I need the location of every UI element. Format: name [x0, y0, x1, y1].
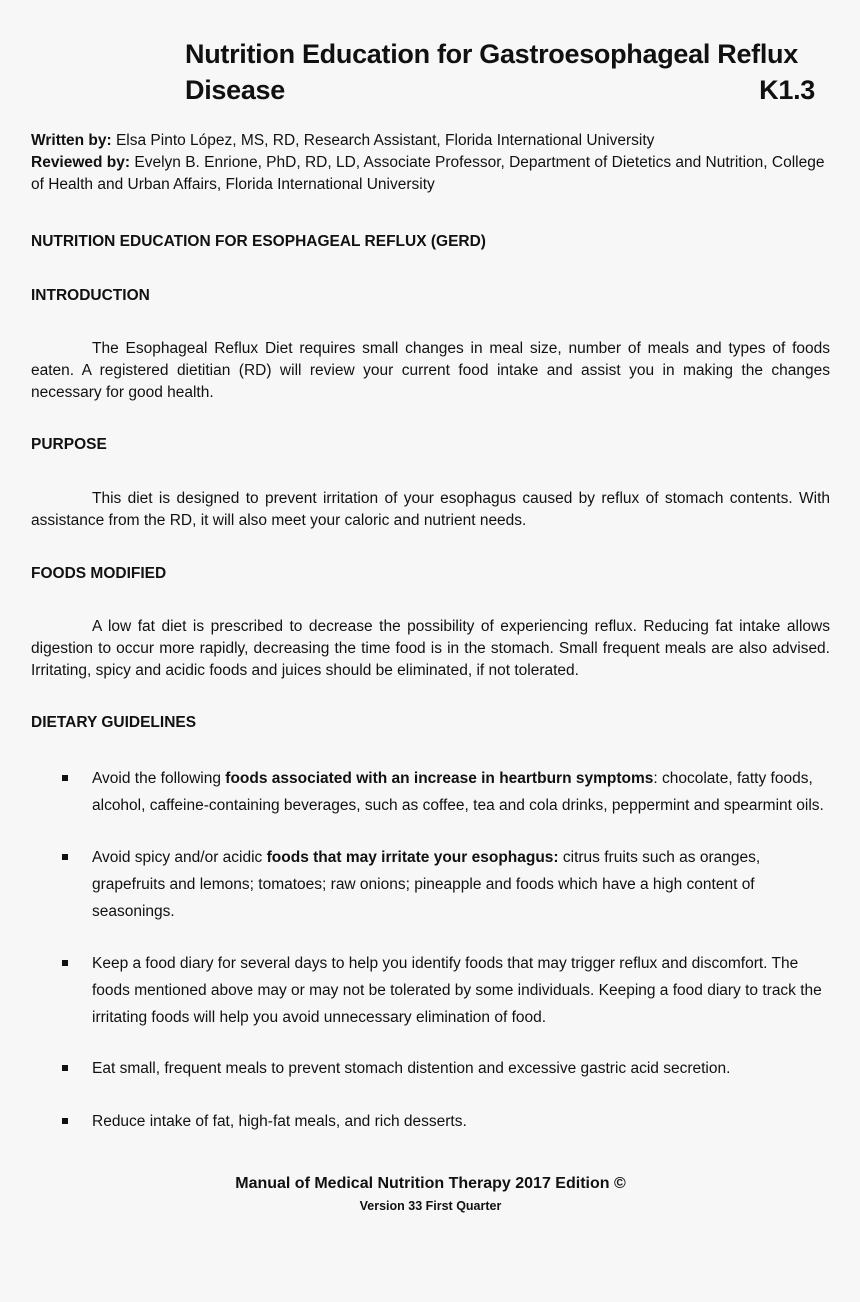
reviewed-by-text: Evelyn B. Enrione, PhD, RD, LD, Associate Professor, Department of Dietetics and Nutrition, College of Health and Urban Affairs, Florida International University	[31, 154, 825, 193]
introduction-heading: INTRODUCTION	[31, 287, 150, 304]
bullet-icon	[62, 775, 68, 781]
document-title	[185, 36, 815, 108]
footer-title: Manual of Medical Nutrition Therapy 2017 Edition ©	[235, 1175, 626, 1192]
list-item: Reduce intake of fat, high-fat meals, and rich desserts.	[31, 1108, 830, 1135]
reviewed-by-label: Reviewed by:	[31, 154, 131, 171]
foods-modified-body: A low fat diet is prescribed to decrease the possibility of experiencing reflux. Reducing fat intake allows digestion to occur more rapidly, decreasing the time food is in the stomach. Small frequent meals are also advised. Irritating, spicy and acidic foods and juices should be eliminated, if not tolerated.	[31, 618, 830, 679]
foods-modified-heading: FOODS MODIFIED	[31, 565, 167, 582]
footer-version: Version 33 First Quarter	[359, 1199, 502, 1213]
list-item: Eat small, frequent meals to prevent stomach distention and excessive gastric acid secretion.	[31, 1055, 830, 1082]
list-item: Avoid spicy and/or acidic foods that may irritate your esophagus: citrus fruits such as oranges, grapefruits and lemons; tomatoes; raw onions; pineapple and foods which have a high content of seasonings.	[31, 844, 830, 925]
list-item: Avoid the following foods associated with an increase in heartburn symptoms: chocolate, fatty foods, alcohol, caffeine-containing beverages, such as coffee, tea and cola drinks, peppermint and spearmint oils.	[31, 765, 830, 819]
purpose-body: This diet is designed to prevent irritation of your esophagus caused by reflux of stomach contents. With assistance from the RD, it will also meet your caloric and nutrient needs.	[31, 490, 830, 529]
main-heading: NUTRITION EDUCATION FOR ESOPHAGEAL REFLUX (GERD)	[31, 233, 486, 250]
credits	[31, 130, 830, 196]
introduction-body: The Esophageal Reflux Diet requires small changes in meal size, number of meals and types of foods eaten. A registered dietitian (RD) will review your current food intake and assist you in making the changes necessary for good health.	[31, 340, 830, 401]
purpose-text	[31, 488, 830, 532]
document-page	[31, 0, 830, 1302]
footer	[31, 1173, 830, 1217]
introduction-text	[31, 338, 830, 404]
document-code: K1.3	[759, 75, 815, 105]
written-by	[31, 130, 830, 152]
written-by-text: Elsa Pinto López, MS, RD, Research Assistant, Florida International University	[111, 132, 655, 149]
title-line-2	[185, 72, 815, 108]
bullet-icon	[62, 1065, 68, 1071]
bullet-icon	[62, 1118, 68, 1124]
list-item: Keep a food diary for several days to help you identify foods that may trigger reflux and discomfort. The foods mentioned above may or may not be tolerated by some individuals. Keeping a food diary to track the irritating foods will help you avoid unnecessary elimination of food.	[31, 950, 830, 1031]
bullet-icon	[62, 854, 68, 860]
reviewed-by	[31, 152, 830, 196]
dietary-guidelines-heading: DIETARY GUIDELINES	[31, 714, 197, 731]
title-disease: Disease	[185, 75, 285, 105]
bullet-icon	[62, 960, 68, 966]
purpose-heading: PURPOSE	[31, 436, 107, 453]
title-line-1: Nutrition Education for Gastroesophageal Reflux	[185, 39, 798, 69]
foods-modified-text	[31, 616, 830, 682]
written-by-label: Written by:	[31, 132, 112, 149]
